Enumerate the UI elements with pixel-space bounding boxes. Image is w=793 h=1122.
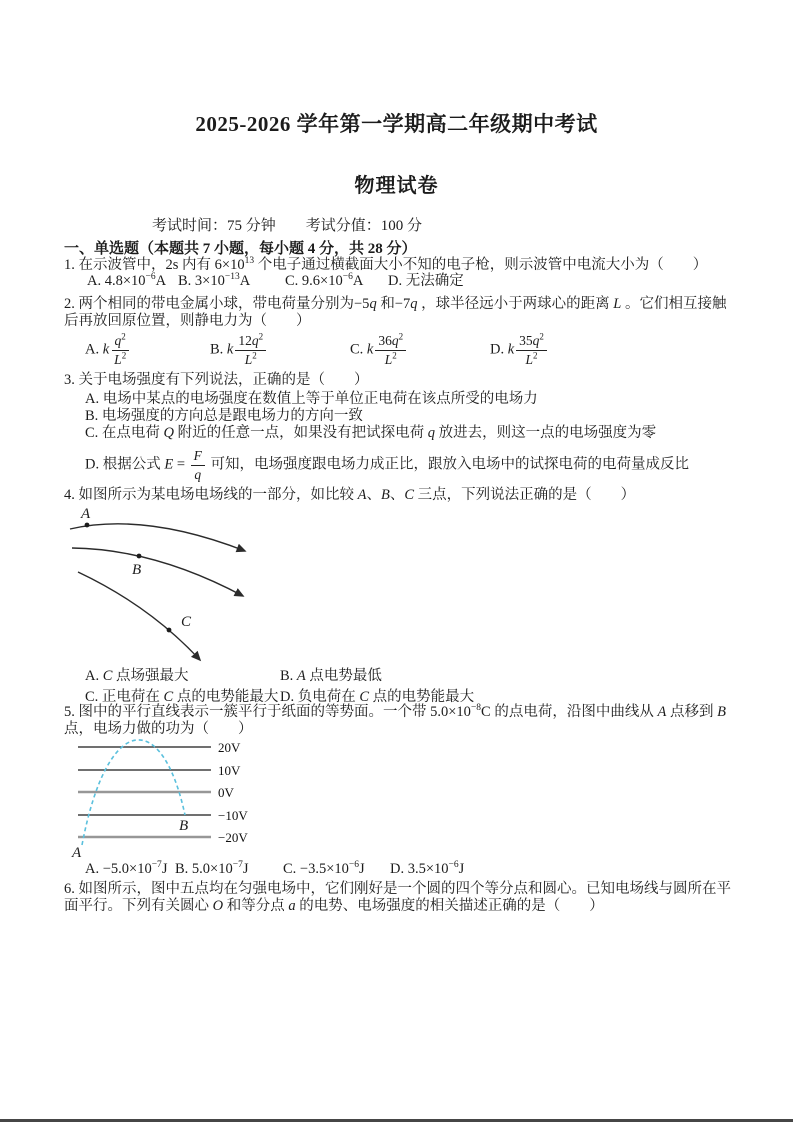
voltage-label-m20v: −20V xyxy=(218,830,248,845)
point-a-label: A xyxy=(72,845,82,861)
point-a-label: A xyxy=(81,506,91,522)
question-2-stem-line1: 2. 两个相同的带电金属小球，带电荷量分别为−5q 和−7q ，球半径远小于两球心的距离 L 。它们相互接触 xyxy=(64,296,727,312)
question-1-option-b: B. $3\times 10^{-13}A$ xyxy=(178,272,251,289)
question-4-stem: 4. 如图所示为某电场电场线的一部分，如比较 A、B、C 三点，下列说法正确的是（ ） xyxy=(64,487,636,503)
point-b-dot xyxy=(137,554,142,559)
voltage-label-20v: 20V xyxy=(218,740,241,755)
point-b-label: B xyxy=(132,562,142,578)
question-5-option-d: D. $3.5\times 10^{-6}J$ xyxy=(390,860,465,877)
question-2-stem-line2: 后再放回原位置，则静电力为（ ） xyxy=(64,313,311,329)
question-6-stem-line1: 6. 如图所示，图中五点均在匀强电场中，它们刚好是一个圆的四个等分点和圆心。已知电场线与圆所在平 xyxy=(64,881,731,897)
field-line-1 xyxy=(70,524,245,551)
question-4-figure xyxy=(65,504,385,668)
question-5-stem-line2: 点，电场力做的功为（ ） xyxy=(64,721,253,737)
question-3-option-b: B. 电场强度的方向总是跟电场力的方向一致 xyxy=(85,408,363,424)
question-1-stem: 1. 在示波管中，2s 内有 $6\times 10^{13}$ 个电子通过横截面大小不知的电子枪，则示波管中电流大小为（ ） xyxy=(64,256,708,273)
voltage-label-0v: 0V xyxy=(218,785,234,800)
question-1-option-c: C. $9.6\times 10^{-6}A$ xyxy=(285,272,364,289)
question-2-option-c: C. k $\frac{36q^2}{L^2}$ xyxy=(350,333,408,367)
voltage-label-10v: 10V xyxy=(218,763,241,778)
question-1-option-d: D. 无法确定 xyxy=(388,273,464,289)
question-2-option-a: A. k $\frac{q^2}{L^2}$ xyxy=(85,333,131,367)
question-5-option-a: A. $-5.0\times 10^{-7}J$ xyxy=(85,860,168,877)
exam-subtitle: 物理试卷 xyxy=(354,175,439,197)
exam-info xyxy=(152,214,452,235)
question-4-option-b: B. A 点电势最低 xyxy=(280,668,382,684)
question-5-option-c: C. $-3.5\times 10^{-6}J$ xyxy=(283,860,365,877)
point-c-dot xyxy=(167,628,172,633)
field-line-2 xyxy=(72,548,243,596)
question-6-stem-line2: 面平行。下列有关圆心 O 和等分点 a 的电势、电场强度的相关描述正确的是（ ） xyxy=(64,898,604,914)
exam-time: 考试时间：75 分钟 xyxy=(152,218,276,234)
exam-title: 2025-2026 学年第一学期高二年级期中考试 xyxy=(195,112,598,136)
exam-score: 考试分值：100 分 xyxy=(305,218,423,234)
question-5-stem-line1: 5. 图中的平行直线表示一簇平行于纸面的等势面。一个带 $5.0\times 10^{-8}C$ 的点电荷，沿图中曲线从 A 点移到 B xyxy=(64,703,726,720)
question-3-option-a: A. 电场中某点的电场强度在数值上等于单位正电荷在该点所受的电场力 xyxy=(85,391,538,407)
question-3-stem: 3. 关于电场强度有下列说法，正确的是（ ） xyxy=(64,372,369,388)
question-5-option-b: B. $5.0\times 10^{-7}J$ xyxy=(175,860,249,877)
question-3-option-d: D. 根据公式 E = $\frac{F}{q}$ 可知，电场强度跟电场力成正比，跟放入电场中的试探电荷的电荷量成反比 xyxy=(85,448,690,482)
question-4-option-c: C. 正电荷在 C 点的电势能最大 xyxy=(85,689,279,705)
point-a-dot xyxy=(85,523,90,528)
point-b-label: B xyxy=(179,818,189,834)
question-3-option-c: C. 在点电荷 Q 附近的任意一点，如果没有把试探电荷 q 放进去，则这一点的电场强度为零 xyxy=(85,425,657,441)
question-1-option-a: A. $4.8\times 10^{-6}A$ xyxy=(87,272,167,289)
section-heading: 一、单选题（本题共 7 小题，每小题 4 分，共 28 分） xyxy=(64,241,417,257)
question-2-option-d: D. k $\frac{35q^2}{L^2}$ xyxy=(490,333,549,367)
question-2-option-b: B. k $\frac{12q^2}{L^2}$ xyxy=(210,333,268,367)
question-4-option-a: A. C 点场强最大 xyxy=(85,668,189,684)
voltage-label-m10v: −10V xyxy=(218,808,248,823)
question-5-figure xyxy=(62,738,322,861)
point-c-label: C xyxy=(181,614,192,630)
question-4-option-d: D. 负电荷在 C 点的电势能最大 xyxy=(280,689,475,705)
